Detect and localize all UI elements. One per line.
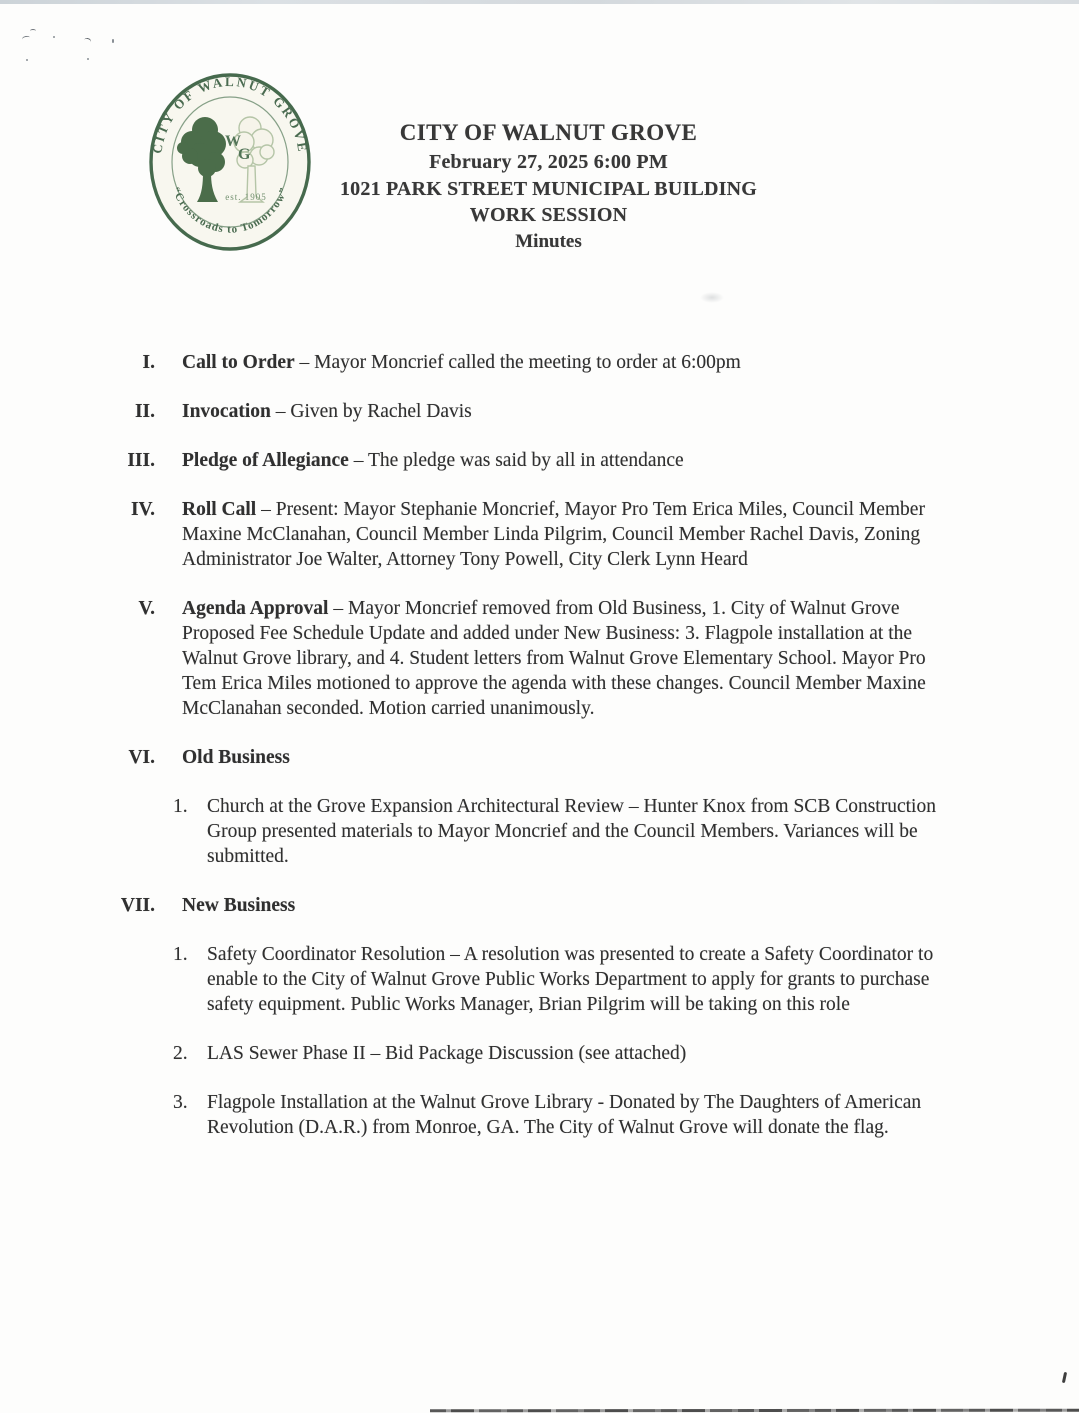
scan-speck (26, 59, 28, 61)
list-item (0, 1090, 1079, 1140)
meeting-address: 1021 PARK STREET MUNICIPAL BUILDING (339, 177, 758, 200)
seal-arc-text-top: CITY OF WALNUT GROVE (149, 73, 311, 155)
scan-artifact-top-strip (0, 0, 1079, 4)
section-title: Roll Call (182, 499, 257, 520)
scan-speck (53, 36, 55, 38)
scan-speck (112, 39, 114, 43)
section-title: Invocation (182, 401, 271, 422)
list-item-text: Flagpole Installation at the Walnut Grove Library - Donated by The Daughters of American Revolution (D.A.R.) from Monroe, GA. The City of Walnut Grove will donate the flag. (207, 1092, 922, 1138)
section-body: – The pledge was said by all in attendance (348, 450, 684, 471)
section-roll-call (0, 497, 1079, 572)
section-numeral: VII. (120, 895, 155, 916)
section-paragraph (182, 448, 952, 473)
section-body: – Present: Mayor Stephanie Moncrief, Mayor Pro Tem Erica Miles, Council Member Maxine McClanahan, Council Member Linda Pilgrim, Council Member Rachel Davis, Zoning Administrator Joe Walter, Attorney Tony Powell, City Clerk Lynn Heard (182, 499, 925, 570)
list-item-text: Safety Coordinator Resolution – A resolution was presented to create a Safety Coordinator to enable to the City of Walnut Grove Public Works Department to apply for grants to purchase safety equipment. Public Works Manager, Brian Pilgrim will be taking on this role (207, 944, 934, 1015)
section-paragraph (182, 596, 952, 721)
list-item (0, 942, 1079, 1017)
scan-speck (1062, 1372, 1067, 1383)
scan-speck (83, 37, 92, 45)
section-title: New Business (182, 895, 296, 916)
list-item (0, 1041, 1079, 1066)
section-invocation (0, 399, 1079, 424)
document-header (0, 117, 1079, 255)
section-paragraph (182, 745, 952, 770)
document-type: Minutes (515, 230, 582, 252)
section-paragraph (182, 497, 952, 572)
list-item-text: Church at the Grove Expansion Architectural Review – Hunter Knox from SCB Construction Group presented materials to Mayor Moncrief and the Council Members. Variances will be submitted. (207, 796, 936, 867)
list-item-number: 1. (173, 796, 188, 817)
list-item (0, 794, 1079, 869)
section-paragraph (182, 893, 952, 918)
section-title: Call to Order (182, 352, 295, 373)
seal-monogram-w: W (225, 133, 241, 150)
scan-speck (22, 35, 31, 42)
list-item-number: 1. (173, 944, 188, 965)
section-paragraph (182, 399, 952, 424)
meeting-datetime: February 27, 2025 6:00 PM (429, 151, 668, 173)
section-title: Old Business (182, 747, 290, 768)
section-new-business (0, 893, 1079, 1140)
scan-speck (87, 58, 89, 60)
section-body: – Mayor Moncrief removed from Old Business, 1. City of Walnut Grove Proposed Fee Schedule Update and added under New Business: 3. Flagpole installation at the Walnut Grove library, and 4. Student letters from Walnut Grove Elementary School. Mayor Pro Tem Erica Miles motioned to approve the agenda with these changes. Council Member Maxine McClanahan seconded. Motion carried unanimously. (182, 598, 926, 719)
list-item-number: 2. (173, 1043, 188, 1064)
section-numeral: II. (134, 401, 155, 422)
seal-arc-text-bottom: “Crossroads to Tomorrow” (169, 185, 291, 236)
section-agenda-approval (0, 596, 1079, 721)
section-numeral: VI. (128, 747, 155, 768)
scan-artifact-bottom-line (430, 1409, 1079, 1413)
section-numeral: V. (138, 598, 155, 619)
section-numeral: I. (142, 352, 155, 373)
list-item-text: LAS Sewer Phase II – Bid Package Discussion (see attached) (207, 1043, 687, 1064)
section-paragraph (182, 350, 952, 375)
minutes-content (0, 350, 1079, 1164)
section-numeral: IV. (130, 499, 155, 520)
section-pledge (0, 448, 1079, 473)
scan-smudge (700, 292, 724, 303)
section-call-to-order (0, 350, 1079, 375)
scan-speck (30, 29, 36, 33)
section-old-business (0, 745, 1079, 869)
section-numeral: III. (127, 450, 155, 471)
page-title: CITY OF WALNUT GROVE (399, 120, 698, 145)
section-title: Agenda Approval (182, 598, 329, 619)
section-title: Pledge of Allegiance (182, 450, 349, 471)
section-body: – Given by Rachel Davis (270, 401, 472, 422)
list-item-number: 3. (173, 1092, 188, 1113)
seal-est-text: est. 1905 (225, 192, 267, 202)
section-body: – Mayor Moncrief called the meeting to order at 6:00pm (294, 352, 741, 373)
seal-monogram-g: G (238, 146, 251, 163)
meeting-session-type: WORK SESSION (469, 204, 628, 226)
